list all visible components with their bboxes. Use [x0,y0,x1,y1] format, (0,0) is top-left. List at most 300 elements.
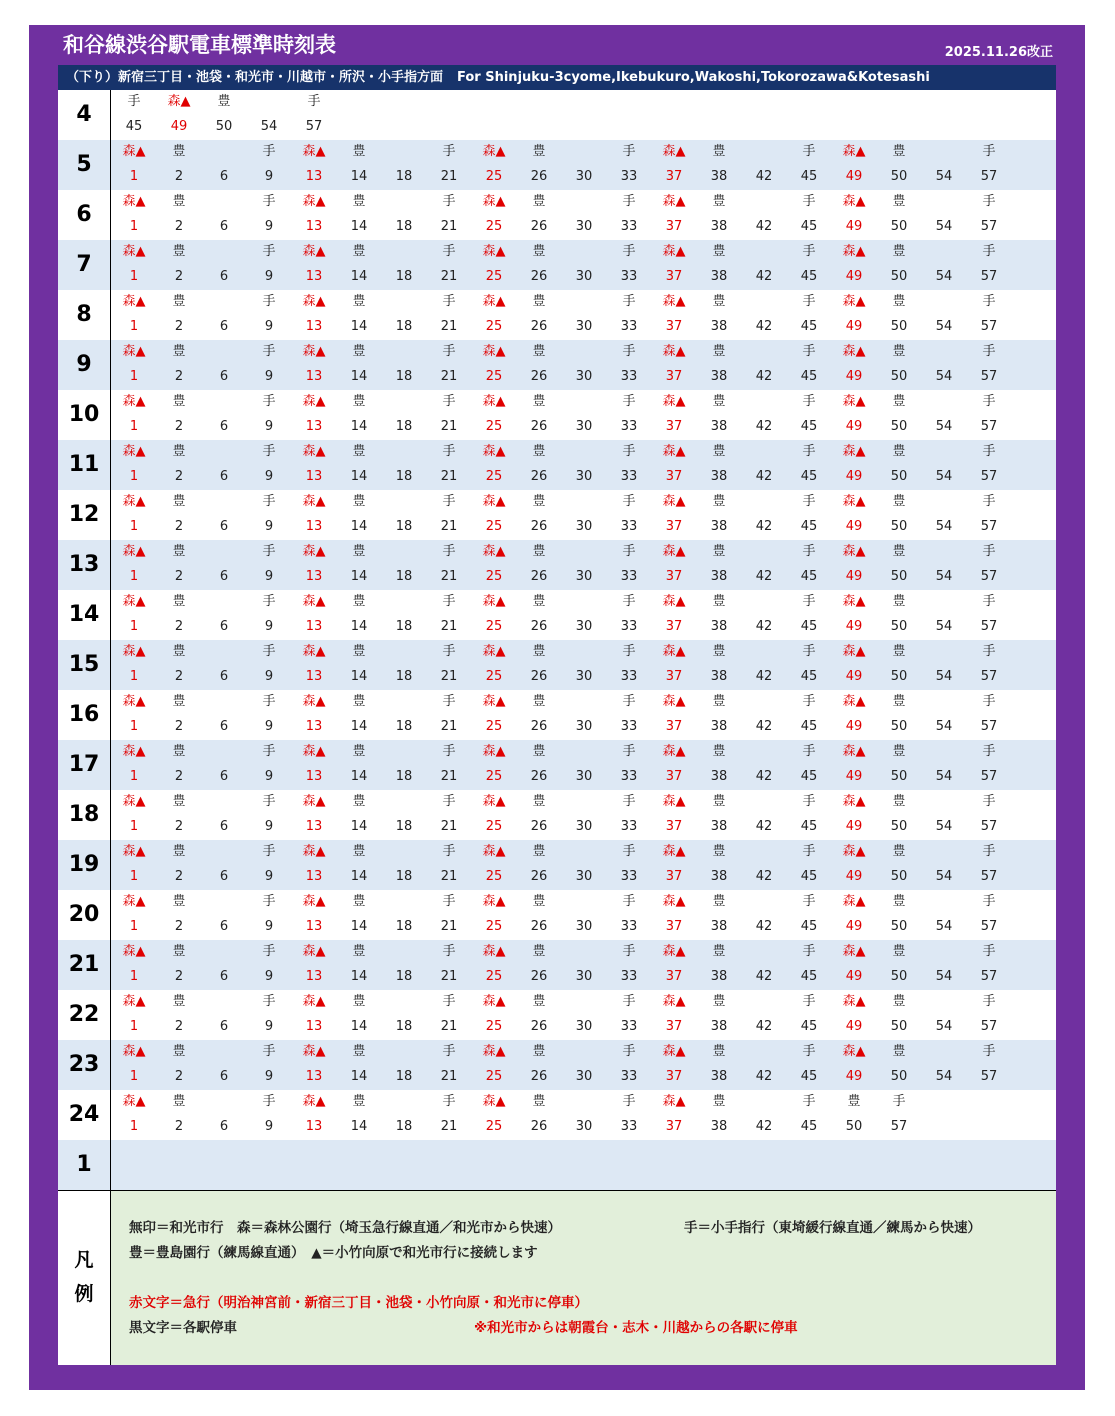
train-cell [159,140,199,190]
hour-label: 17 [58,740,111,790]
train-cell [384,740,424,790]
hour-label: 8 [58,290,111,340]
train-departure-minute: 25 [485,819,503,834]
direction-jp: （下り）新宿三丁目・池袋・和光市・川越市・所沢・小手指方面 [66,70,444,85]
train-departure-minute: 33 [620,369,638,384]
train-cell [699,940,739,990]
train-cell [249,640,289,690]
train-cell [744,190,784,240]
train-cell [834,890,874,940]
train-destination-mark: 豊 [712,644,726,659]
train-destination-mark: 豊 [712,594,726,609]
train-destination-mark: 手 [982,144,996,159]
train-cell [699,790,739,840]
train-departure-minute: 33 [620,819,638,834]
train-departure-minute: 54 [935,819,953,834]
train-cell [519,790,559,840]
train-cell [564,290,604,340]
train-cell [564,190,604,240]
train-cell [564,590,604,640]
train-departure-minute: 38 [710,1019,728,1034]
train-cell [339,690,379,740]
train-departure-minute: 49 [845,619,863,634]
train-cell [924,990,964,1040]
train-destination-mark: 手 [622,994,636,1009]
train-departure-minute: 2 [174,919,184,934]
train-cell [114,440,154,490]
hour-label: 19 [58,840,111,890]
train-cell [249,1090,289,1140]
train-departure-minute: 9 [264,519,274,534]
train-departure-minute: 2 [174,619,184,634]
train-departure-minute: 1 [129,469,139,484]
train-departure-minute: 50 [890,1069,908,1084]
train-departure-minute: 26 [530,869,548,884]
train-departure-minute: 13 [305,919,323,934]
train-cell [519,990,559,1040]
train-cell [294,840,334,890]
train-destination-mark: 豊 [712,794,726,809]
train-cell [294,440,334,490]
train-destination-mark: 森▲ [662,594,686,609]
train-departure-minute: 26 [530,669,548,684]
train-destination-mark: 豊 [892,1044,906,1059]
train-departure-minute: 26 [530,469,548,484]
train-cell [294,590,334,640]
train-destination-mark: 森▲ [482,694,506,709]
train-cell [969,490,1009,540]
train-cell [429,790,469,840]
train-destination-mark: 豊 [712,1094,726,1109]
train-destination-mark: 豊 [532,744,546,759]
train-cell [834,1040,874,1090]
train-cell [429,1040,469,1090]
train-destination-mark: 豊 [352,644,366,659]
train-destination-mark: 森▲ [482,644,506,659]
train-departure-minute: 42 [755,469,773,484]
hour-label: 18 [58,790,111,840]
train-destination-mark: 手 [622,1044,636,1059]
train-destination-mark: 手 [442,694,456,709]
train-destination-mark: 豊 [352,144,366,159]
train-departure-minute: 49 [845,1069,863,1084]
train-destination-mark: 森▲ [662,544,686,559]
train-destination-mark: 森▲ [842,344,866,359]
train-cell [609,290,649,340]
train-cell [159,90,199,140]
train-departure-minute: 25 [485,469,503,484]
train-destination-mark: 手 [802,744,816,759]
train-departure-minute: 9 [264,419,274,434]
train-cell [249,840,289,890]
train-destination-mark: 森▲ [122,144,146,159]
train-destination-mark: 手 [442,394,456,409]
train-departure-minute: 54 [935,169,953,184]
train-departure-minute: 54 [935,1019,953,1034]
train-departure-minute: 49 [845,169,863,184]
train-cell [699,140,739,190]
hour-label: 7 [58,240,111,290]
legend-line-2: 豊＝豊島園行（練馬線直通） ▲＝小竹向原で和光市行に接続します [129,1245,538,1261]
train-departure-minute: 18 [395,1019,413,1034]
train-destination-mark: 森▲ [122,744,146,759]
train-cell [609,490,649,540]
train-cell [924,690,964,740]
train-destination-mark: 森▲ [662,694,686,709]
train-cell [969,740,1009,790]
train-cell [519,740,559,790]
train-departure-minute: 18 [395,769,413,784]
legend-line-3: 赤文字＝急行（明治神宮前・新宿三丁目・池袋・小竹向原・和光市に停車） [129,1295,588,1311]
train-departure-minute: 13 [305,319,323,334]
train-cell [249,1040,289,1090]
train-destination-mark: 手 [802,594,816,609]
train-destination-mark: 手 [622,644,636,659]
train-departure-minute: 33 [620,869,638,884]
train-cell [159,290,199,340]
train-cell [249,290,289,340]
train-departure-minute: 30 [575,919,593,934]
hour-row [58,1040,1056,1090]
train-departure-minute: 37 [665,369,683,384]
train-destination-mark: 手 [262,344,276,359]
train-departure-minute: 37 [665,769,683,784]
train-destination-mark: 森▲ [842,894,866,909]
train-destination-mark: 森▲ [662,944,686,959]
train-cell [249,990,289,1040]
train-cell [969,640,1009,690]
train-cell [969,890,1009,940]
train-destination-mark: 豊 [217,94,231,109]
train-departure-minute: 57 [980,869,998,884]
train-cell [744,940,784,990]
train-cell [249,190,289,240]
train-cell [294,190,334,240]
train-destination-mark: 森▲ [302,844,326,859]
train-departure-minute: 57 [980,219,998,234]
train-departure-minute: 38 [710,1069,728,1084]
train-departure-minute: 25 [485,1119,503,1134]
train-destination-mark: 豊 [172,544,186,559]
train-departure-minute: 26 [530,369,548,384]
train-destination-mark: 森▲ [122,294,146,309]
train-departure-minute: 42 [755,419,773,434]
train-departure-minute: 21 [440,169,458,184]
train-cell [609,840,649,890]
train-destination-mark: 豊 [712,994,726,1009]
train-cell [609,540,649,590]
hour-row [58,690,1056,740]
train-destination-mark: 森▲ [122,694,146,709]
train-cell [609,740,649,790]
train-departure-minute: 54 [935,919,953,934]
train-destination-mark: 森▲ [482,744,506,759]
train-departure-minute: 38 [710,519,728,534]
train-departure-minute: 1 [129,919,139,934]
train-destination-mark: 森▲ [842,194,866,209]
train-destination-mark: 森▲ [482,1044,506,1059]
train-cell [384,790,424,840]
train-cell [744,1040,784,1090]
train-departure-minute: 57 [980,769,998,784]
train-departure-minute: 49 [845,669,863,684]
train-destination-mark: 森▲ [302,494,326,509]
train-destination-mark: 豊 [352,944,366,959]
train-destination-mark: 豊 [892,244,906,259]
train-departure-minute: 13 [305,419,323,434]
train-destination-mark: 豊 [892,594,906,609]
train-cell [159,1090,199,1140]
train-destination-mark: 手 [262,994,276,1009]
train-destination-mark: 豊 [172,244,186,259]
train-cell [519,540,559,590]
train-departure-minute: 38 [710,769,728,784]
train-destination-mark: 森▲ [302,244,326,259]
train-cell [429,740,469,790]
train-destination-mark: 森▲ [482,194,506,209]
train-destination-mark: 手 [442,194,456,209]
train-cell [879,140,919,190]
train-departure-minute: 26 [530,1069,548,1084]
train-departure-minute: 42 [755,619,773,634]
train-destination-mark: 豊 [352,1044,366,1059]
train-destination-mark: 森▲ [302,1044,326,1059]
train-cell [339,1090,379,1140]
train-cell [879,690,919,740]
train-departure-minute: 57 [980,969,998,984]
train-destination-mark: 豊 [712,244,726,259]
train-departure-minute: 49 [845,719,863,734]
train-destination-mark: 手 [622,894,636,909]
train-departure-minute: 26 [530,769,548,784]
train-destination-mark: 森▲ [662,994,686,1009]
train-cell [114,340,154,390]
train-departure-minute: 45 [800,569,818,584]
train-destination-mark: 手 [622,794,636,809]
train-departure-minute: 50 [890,269,908,284]
train-cell [969,590,1009,640]
train-departure-minute: 18 [395,369,413,384]
train-departure-minute: 1 [129,569,139,584]
train-departure-minute: 37 [665,1119,683,1134]
train-departure-minute: 50 [890,369,908,384]
train-departure-minute: 2 [174,669,184,684]
hour-label: 22 [58,990,111,1040]
train-departure-minute: 9 [264,919,274,934]
train-destination-mark: 豊 [892,544,906,559]
train-cell [114,490,154,540]
train-destination-mark: 森▲ [482,294,506,309]
train-destination-mark: 豊 [892,194,906,209]
train-cell [969,940,1009,990]
train-departure-minute: 45 [800,1119,818,1134]
train-cell [114,790,154,840]
train-departure-minute: 30 [575,319,593,334]
train-destination-mark: 手 [442,444,456,459]
train-destination-mark: 手 [262,694,276,709]
train-departure-minute: 13 [305,969,323,984]
train-departure-minute: 54 [935,769,953,784]
train-cell [519,1090,559,1140]
train-cell [294,1090,334,1140]
train-cell [969,390,1009,440]
train-departure-minute: 14 [350,869,368,884]
train-destination-mark: 手 [802,794,816,809]
train-departure-minute: 57 [305,119,323,134]
train-cell [339,840,379,890]
train-departure-minute: 18 [395,919,413,934]
train-departure-minute: 38 [710,619,728,634]
train-departure-minute: 45 [800,1069,818,1084]
train-destination-mark: 森▲ [662,1094,686,1109]
train-destination-mark: 森▲ [662,794,686,809]
train-cell [744,390,784,440]
train-cell [789,340,829,390]
train-departure-minute: 18 [395,619,413,634]
train-cell [249,390,289,440]
train-destination-mark: 豊 [892,394,906,409]
train-departure-minute: 13 [305,619,323,634]
train-destination-mark: 手 [442,544,456,559]
train-cell [294,140,334,190]
train-cell [114,390,154,440]
train-cell [474,440,514,490]
train-cell [294,790,334,840]
train-departure-minute: 45 [800,919,818,934]
train-departure-minute: 18 [395,519,413,534]
train-cell [699,890,739,940]
train-departure-minute: 38 [710,819,728,834]
train-cell [339,740,379,790]
train-destination-mark: 手 [622,444,636,459]
train-destination-mark: 豊 [712,694,726,709]
train-departure-minute: 6 [219,1119,229,1134]
train-cell [474,290,514,340]
hour-row [58,540,1056,590]
train-departure-minute: 25 [485,1019,503,1034]
train-cell [789,790,829,840]
train-cell [609,1090,649,1140]
train-departure-minute: 9 [264,319,274,334]
train-cell [564,540,604,590]
train-cell [609,690,649,740]
train-departure-minute: 45 [125,119,143,134]
hour-label: 5 [58,140,111,190]
train-destination-mark: 豊 [892,794,906,809]
train-departure-minute: 2 [174,469,184,484]
train-cell [249,890,289,940]
train-cell [519,390,559,440]
train-cell [114,290,154,340]
train-departure-minute: 26 [530,919,548,934]
train-cell [384,890,424,940]
train-destination-mark: 森▲ [122,544,146,559]
train-departure-minute: 13 [305,669,323,684]
train-departure-minute: 37 [665,919,683,934]
train-destination-mark: 森▲ [662,144,686,159]
train-departure-minute: 50 [890,719,908,734]
train-departure-minute: 13 [305,219,323,234]
train-cell [249,490,289,540]
train-departure-minute: 49 [845,769,863,784]
train-departure-minute: 54 [935,869,953,884]
train-departure-minute: 37 [665,969,683,984]
train-cell [924,140,964,190]
train-departure-minute: 18 [395,469,413,484]
train-departure-minute: 57 [980,1069,998,1084]
train-destination-mark: 森▲ [482,444,506,459]
hour-row [58,790,1056,840]
train-departure-minute: 30 [575,619,593,634]
legend-label [58,1191,111,1365]
train-cell [294,490,334,540]
train-departure-minute: 50 [890,319,908,334]
train-departure-minute: 49 [845,369,863,384]
train-cell [384,1040,424,1090]
train-cell [519,140,559,190]
train-destination-mark: 豊 [532,444,546,459]
train-cell [924,490,964,540]
train-cell [204,640,244,690]
train-cell [609,790,649,840]
train-cell [339,790,379,840]
train-cell [114,690,154,740]
train-cell [384,390,424,440]
train-cell [879,340,919,390]
train-cell [564,690,604,740]
train-destination-mark: 豊 [352,1094,366,1109]
train-cell [519,190,559,240]
train-departure-minute: 18 [395,819,413,834]
train-cell [249,590,289,640]
train-departure-minute: 9 [264,869,274,884]
train-cell [519,840,559,890]
train-destination-mark: 森▲ [482,844,506,859]
train-cell [654,1040,694,1090]
train-destination-mark: 豊 [532,1094,546,1109]
train-destination-mark: 豊 [352,544,366,559]
train-destination-mark: 森▲ [842,244,866,259]
train-departure-minute: 2 [174,369,184,384]
train-destination-mark: 手 [262,194,276,209]
train-departure-minute: 50 [890,769,908,784]
train-destination-mark: 手 [622,394,636,409]
train-departure-minute: 21 [440,219,458,234]
train-departure-minute: 25 [485,869,503,884]
train-destination-mark: 豊 [172,1094,186,1109]
train-cell [609,940,649,990]
train-destination-mark: 手 [262,794,276,809]
train-cell [699,440,739,490]
train-destination-mark: 森▲ [302,1094,326,1109]
train-cell [294,290,334,340]
train-cell [429,490,469,540]
train-destination-mark: 手 [262,544,276,559]
hour-label: 9 [58,340,111,390]
legend-body [111,1191,1056,1365]
train-destination-mark: 手 [982,444,996,459]
train-cell [924,640,964,690]
train-cell [744,590,784,640]
hour-label: 11 [58,440,111,490]
train-departure-minute: 42 [755,769,773,784]
train-departure-minute: 13 [305,869,323,884]
train-destination-mark: 豊 [892,144,906,159]
hour-row [58,290,1056,340]
train-cell [924,940,964,990]
train-departure-minute: 6 [219,819,229,834]
train-departure-minute: 26 [530,1019,548,1034]
